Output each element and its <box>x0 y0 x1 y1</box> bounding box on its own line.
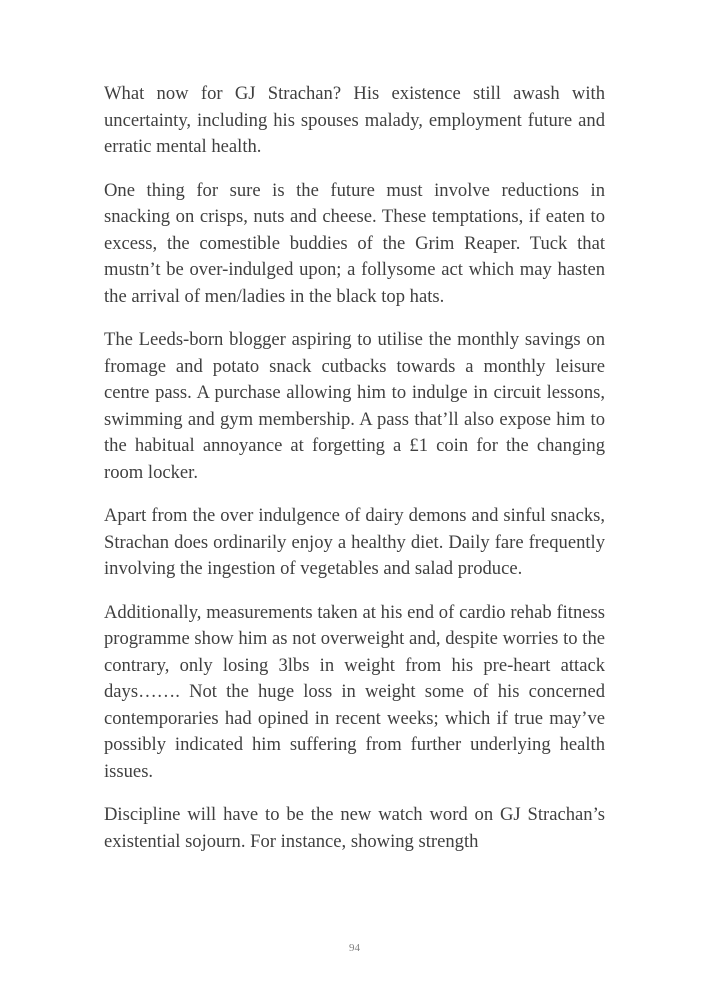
paragraph-4: Apart from the over indulgence of dairy demons and sinful snacks, Strachan does ordinarily enjoy a healthy diet. Daily fare frequently involving the ingestion of vegetables and salad produce. <box>104 505 605 579</box>
body-text <box>104 81 605 872</box>
paragraph-6: Discipline will have to be the new watch word on GJ Strachan’s existential sojourn. For instance, showing strength <box>104 804 605 852</box>
page-number: 94 <box>349 942 360 954</box>
paragraph-1: What now for GJ Strachan? His existence still awash with uncertainty, including his spouses malady, employment future and erratic mental health. <box>104 83 605 157</box>
paragraph-5: Additionally, measurements taken at his end of cardio rehab fitness programme show him as not overweight and, despite worries to the contrary, only losing 3lbs in weight from his pre-heart attack days……. Not the huge loss in weight some of his concerned contemporaries had opined in recent weeks; which if true may’ve possibly indicated him suffering from further underlying health issues. <box>104 601 605 782</box>
paragraph-2: One thing for sure is the future must involve reductions in snacking on crisps, nuts and cheese. These temptations, if eaten to excess, the comestible buddies of the Grim Reaper. Tuck that mustn’t be over-indulged upon; a follysome act which may hasten the arrival of men/ladies in the black top hats. <box>104 179 605 307</box>
paragraph-3: The Leeds-born blogger aspiring to utilise the monthly savings on fromage and potato snack cutbacks towards a monthly leisure centre pass. A purchase allowing him to indulge in circuit lessons, swimming and gym membership. A pass that’ll also expose him to the habitual annoyance at forgetting a £1 coin for the changing room locker. <box>104 329 605 483</box>
